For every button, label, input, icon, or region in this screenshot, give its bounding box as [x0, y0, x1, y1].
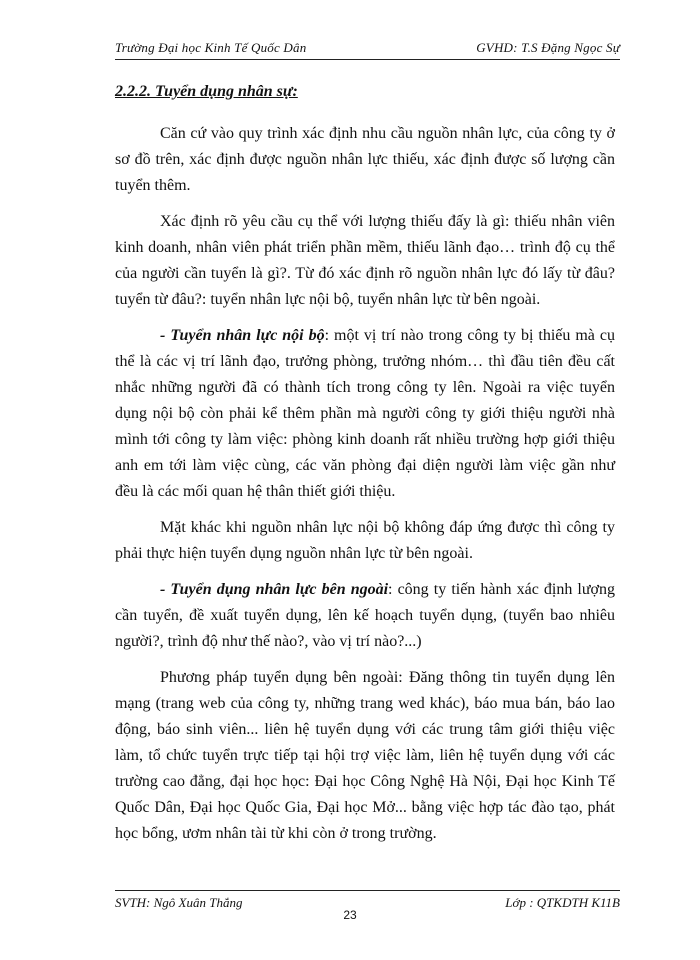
- paragraph-lead: - Tuyển nhân lực nội bộ: [160, 327, 325, 344]
- paragraph: - Tuyển nhân lực nội bộ: một vị trí nào trong công ty bị thiếu mà cụ thể là các vị trí lãnh đạo, trưởng phòng, trưởng nhóm… thì đầu tiên đều cất nhắc những người đã có thành tích trong công ty lên. Ngoài ra việc tuyển dụng nội bộ còn phải kể thêm phần mà người công ty giới thiệu người nhà mình tới công ty làm việc: phòng kinh doanh rất nhiều trường hợp giới thiệu anh em tới làm việc cùng, các văn phòng đại diện người làm việc gần như đều là các mối quan hệ thân thiết giới thiệu.: [115, 327, 615, 500]
- paragraph: Căn cứ vào quy trình xác định nhu cầu nguồn nhân lực, của công ty ở sơ đồ trên, xác định được nguồn nhân lực thiếu, xác định được số lượng cần tuyển thêm.: [115, 125, 615, 194]
- page-number: 23: [343, 908, 357, 922]
- paragraph: Phương pháp tuyển dụng bên ngoài: Đăng thông tin tuyển dụng lên mạng (trang web của công ty, những trang wed khác), báo mua bán, báo lao động, báo sinh viên... liên hệ tuyển dụng với các trung tâm giới thiệu việc làm, tổ chức tuyển trực tiếp tại hội trợ việc làm, liên hệ tuyển dụng với các trường cao đẳng, đại học học: Đại học Công Nghệ Hà Nội, Đại học Kinh Tế Quốc Dân, Đại học Quốc Gia, Đại học Mở... bằng việc hợp tác đào tạo, phát học bổng, ươm nhân tài từ khi còn ở trong trường.: [115, 669, 615, 842]
- header-school: Trường Đại học Kinh Tế Quốc Dân: [115, 40, 307, 55]
- footer-student: SVTH: Ngô Xuân Thắng: [115, 895, 243, 910]
- header-advisor: GVHD: T.S Đặng Ngọc Sự: [476, 40, 620, 55]
- document-body: [115, 80, 615, 857]
- footer-class: Lớp : QTKDTH K11B: [505, 895, 620, 910]
- paragraph-lead: - Tuyển dụng nhân lực bên ngoài: [160, 581, 389, 598]
- page-header: [115, 40, 620, 60]
- paragraph: Xác định rõ yêu cầu cụ thể với lượng thiếu đấy là gì: thiếu nhân viên kinh doanh, nhân viên phát triển phần mềm, thiếu lãnh đạo… trình độ cụ thể của người cần tuyển là gì?. Từ đó xác định rõ nguồn nhân lực đó lấy từ đâu? tuyển từ đâu?: tuyển nhân lực nội bộ, tuyển nhân lực từ bên ngoài.: [115, 213, 615, 308]
- paragraph: Mặt khác khi nguồn nhân lực nội bộ không đáp ứng được thì công ty phải thực hiện tuyển dụng nguồn nhân lực từ bên ngoài.: [115, 519, 615, 562]
- section-heading: 2.2.2. Tuyển dụng nhân sự:: [115, 83, 298, 100]
- paragraph: - Tuyển dụng nhân lực bên ngoài: công ty tiến hành xác định lượng cần tuyển, đề xuất tuyển dụng, lên kế hoạch tuyển dụng, (tuyển bao nhiêu người?, trình độ như thế nào?, vào vị trí nào?...): [115, 581, 616, 650]
